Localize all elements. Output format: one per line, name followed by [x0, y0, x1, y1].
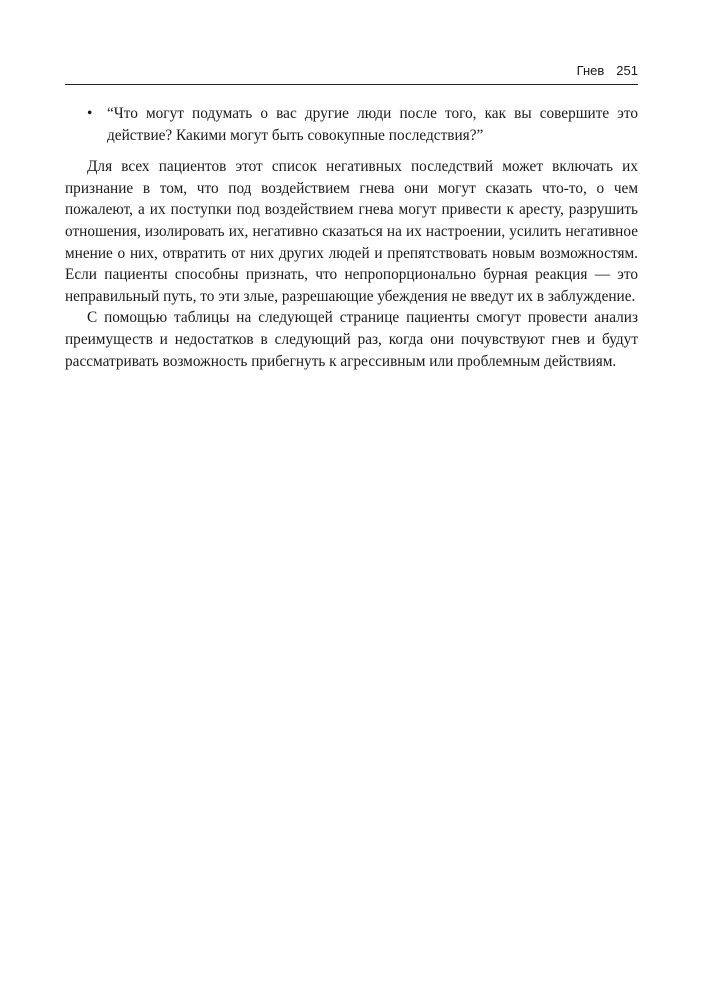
bullet-marker: •: [87, 105, 93, 122]
chapter-title: Гнев: [576, 63, 605, 78]
paragraph-table-intro: С помощью таблицы на следующей странице пациенты смогут провести анализ преимуществ и недостатков в следующий раз, когда они почувствуют гнев и будут рассматривать возможность прибегнуть к агрессивным или проблемным действиям.: [65, 309, 638, 370]
running-header: [65, 62, 638, 85]
bullet-text: “Что могут подумать о вас другие люди после того, как вы совершите это действие? Какими могут быть совокупные последствия?”: [107, 105, 638, 144]
page-number: 251: [616, 63, 638, 78]
bullet-item: [65, 103, 638, 146]
body-text: [65, 103, 638, 372]
paragraph-consequences: Для всех пациентов этот список негативных последствий может включать их признание в том, что под воздействием гнева они могут сказать что-то, о чем пожалеют, а их поступки под воздействием гнева могут привести к аресту, разрушить отношения, изолировать их, негативно сказаться на их настроении, усилить негативное мнение о них, отвратить от них других людей и препятствовать новым возможностям. Если пациенты способны признать, что непропорционально бурная реакция — это неправильный путь, то эти злые, разрешающие убеждения не введут их в заблуждение.: [65, 158, 638, 305]
